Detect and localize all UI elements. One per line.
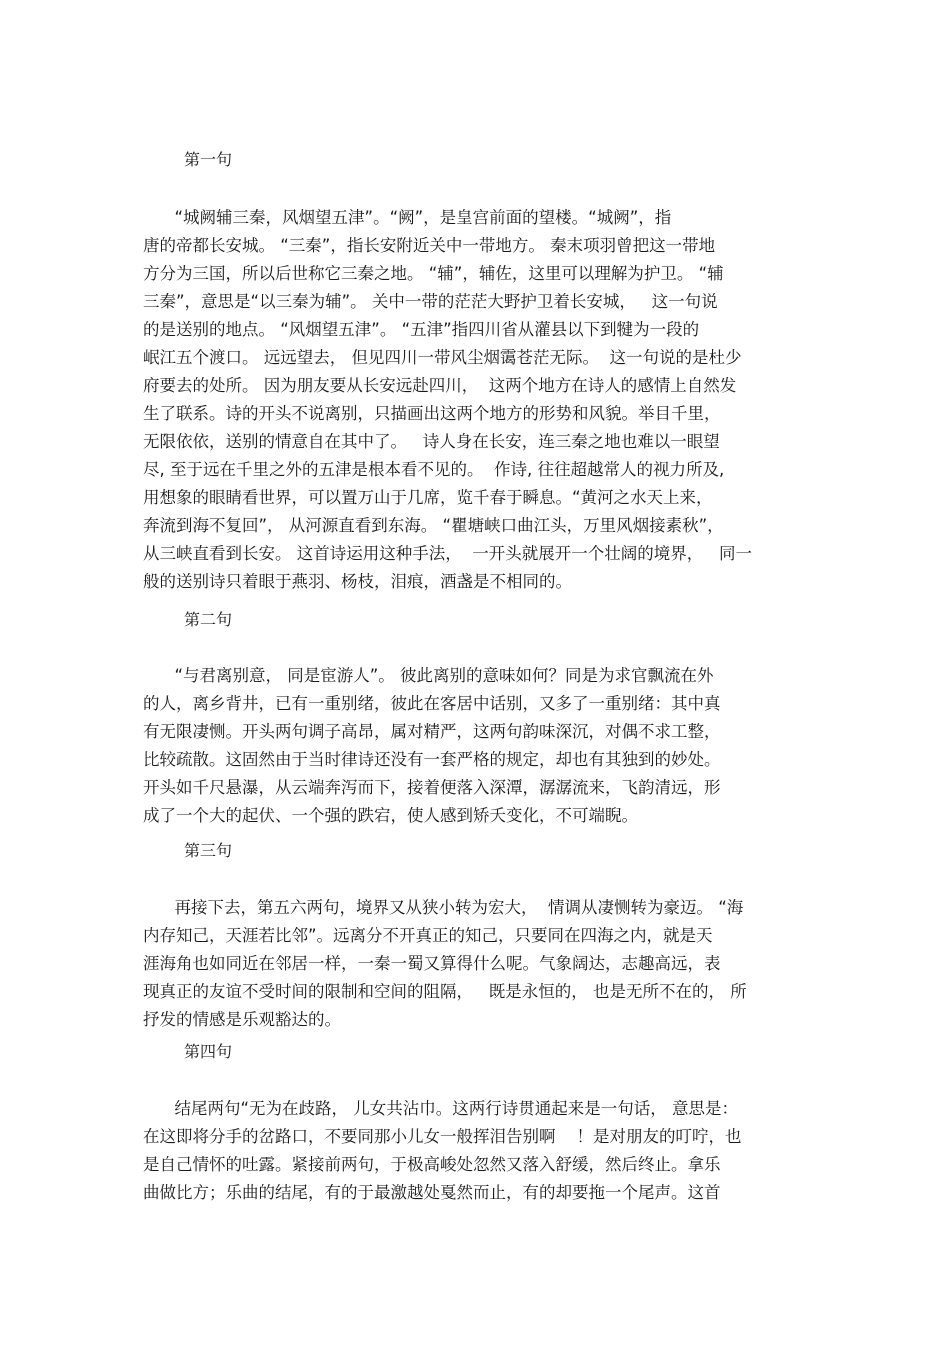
section-paragraph bbox=[143, 662, 823, 830]
text-line: 开头如千尺悬瀑，从云端奔泻而下，接着便落入深潭，潺潺流来，飞韵清远，形 bbox=[143, 778, 721, 797]
text-line: 尽, 至于远在千里之外的五津是根本看不见的。 作诗, 往往超越常人的视力所及, bbox=[143, 460, 725, 479]
text-line: 无限依依，送别的情意自在其中了。 诗人身在长安，连三秦之地也难以一眼望 bbox=[143, 432, 720, 451]
text-line: “与君离别意， 同是宦游人”。 彼此离别的意味如何？同是为求官飘流在外 bbox=[143, 666, 714, 685]
text-line: 现真正的友谊不受时间的限制和空间的阻隔， 既是永恒的， 也是无所不在的， 所 bbox=[143, 982, 747, 1001]
text-line: 再接下去，第五六两句，境界又从狭小转为宏大， 情调从凄恻转为豪迈。 “海 bbox=[143, 898, 744, 917]
text-line: 的是送别的地点。 “风烟望五津”。 “五津”指四川省从灌县以下到犍为一段的 bbox=[143, 320, 700, 339]
text-line: 般的送别诗只着眼于燕羽、杨枝，泪痕，酒盏是不相同的。 bbox=[143, 572, 572, 591]
text-line: “城阙辅三秦，风烟望五津”。“阙”，是皇宫前面的望楼。“城阙”，指 bbox=[143, 208, 672, 227]
section-paragraph bbox=[143, 894, 823, 1034]
text-line: 抒发的情感是乐观豁达的。 bbox=[143, 1010, 341, 1029]
text-line: 从三峡直看到长安。 这首诗运用这种手法， 一开头就展开一个壮阔的境界， 同一 bbox=[143, 544, 752, 563]
section-paragraph bbox=[143, 204, 823, 596]
text-line: 成了一个大的起伏、一个强的跌宕，使人感到矫夭变化，不可端睨。 bbox=[143, 806, 638, 825]
text-line: 的人，离乡背井，已有一重别绪，彼此在客居中话别，又多了一重别绪：其中真 bbox=[143, 694, 721, 713]
text-line: 奔流到海不复回”， 从河源直看到东海。 “瞿塘峡口曲江头，万里风烟接素秋”， bbox=[143, 516, 724, 535]
text-line: 是自己情怀的吐露。紧接前两句，于极高峻处忽然又落入舒缓，然后终止。拿乐 bbox=[143, 1155, 721, 1174]
text-line: 涯海角也如同近在邻居一样，一秦一蜀又算得什么呢。气象阔达，志趣高远，表 bbox=[143, 954, 721, 973]
section-heading: 第一句 bbox=[184, 150, 233, 169]
text-line: 用想象的眼睛看世界，可以置万山于几席，览千春于瞬息。“黄河之水天上来， bbox=[143, 488, 713, 507]
text-line: 曲做比方；乐曲的结尾，有的于最激越处戛然而止，有的却要拖一个尾声。这首 bbox=[143, 1183, 721, 1202]
text-line: 方分为三国，所以后世称它三秦之地。 “辅”，辅佐，这里可以理解为护卫。 “辅 bbox=[143, 264, 724, 283]
text-line: 在这即将分手的岔路口，不要同那小儿女一般挥泪告别啊 ！是对朋友的叮咛，也 bbox=[143, 1127, 742, 1146]
section-heading: 第四句 bbox=[184, 1042, 233, 1061]
text-line: 唐的帝都长安城。 “三秦”，指长安附近关中一带地方。 秦末项羽曾把这一带地 bbox=[143, 236, 716, 255]
text-line: 三秦”，意思是“以三秦为辅”。 关中一带的茫茫大野护卫着长安城， 这一句说 bbox=[143, 292, 718, 311]
text-line: 有无限凄恻。开头两句调子高昂，属对精严，这两句韵味深沉，对偶不求工整， bbox=[143, 722, 721, 741]
text-line: 府要去的处所。 因为朋友要从长安远赴四川， 这两个地方在诗人的感情上自然发 bbox=[143, 376, 737, 395]
section-paragraph bbox=[143, 1095, 823, 1207]
section-heading: 第二句 bbox=[184, 610, 233, 629]
text-line: 生了联系。诗的开头不说离别，只描画出这两个地方的形势和风貌。举目千里， bbox=[143, 404, 721, 423]
text-line: 内存知己，天涯若比邻”。远离分不开真正的知己，只要同在四海之内，就是天 bbox=[143, 926, 713, 945]
text-line: 结尾两句“无为在歧路， 儿女共沾巾。这两行诗贯通起来是一句话， 意思是： bbox=[143, 1099, 739, 1118]
text-line: 岷江五个渡口。 远远望去， 但见四川一带风尘烟霭苍茫无际。 这一句说的是杜少 bbox=[143, 348, 742, 367]
section-heading: 第三句 bbox=[184, 841, 233, 860]
text-line: 比较疏散。这固然由于当时律诗还没有一套严格的规定，却也有其独到的妙处。 bbox=[143, 750, 721, 769]
